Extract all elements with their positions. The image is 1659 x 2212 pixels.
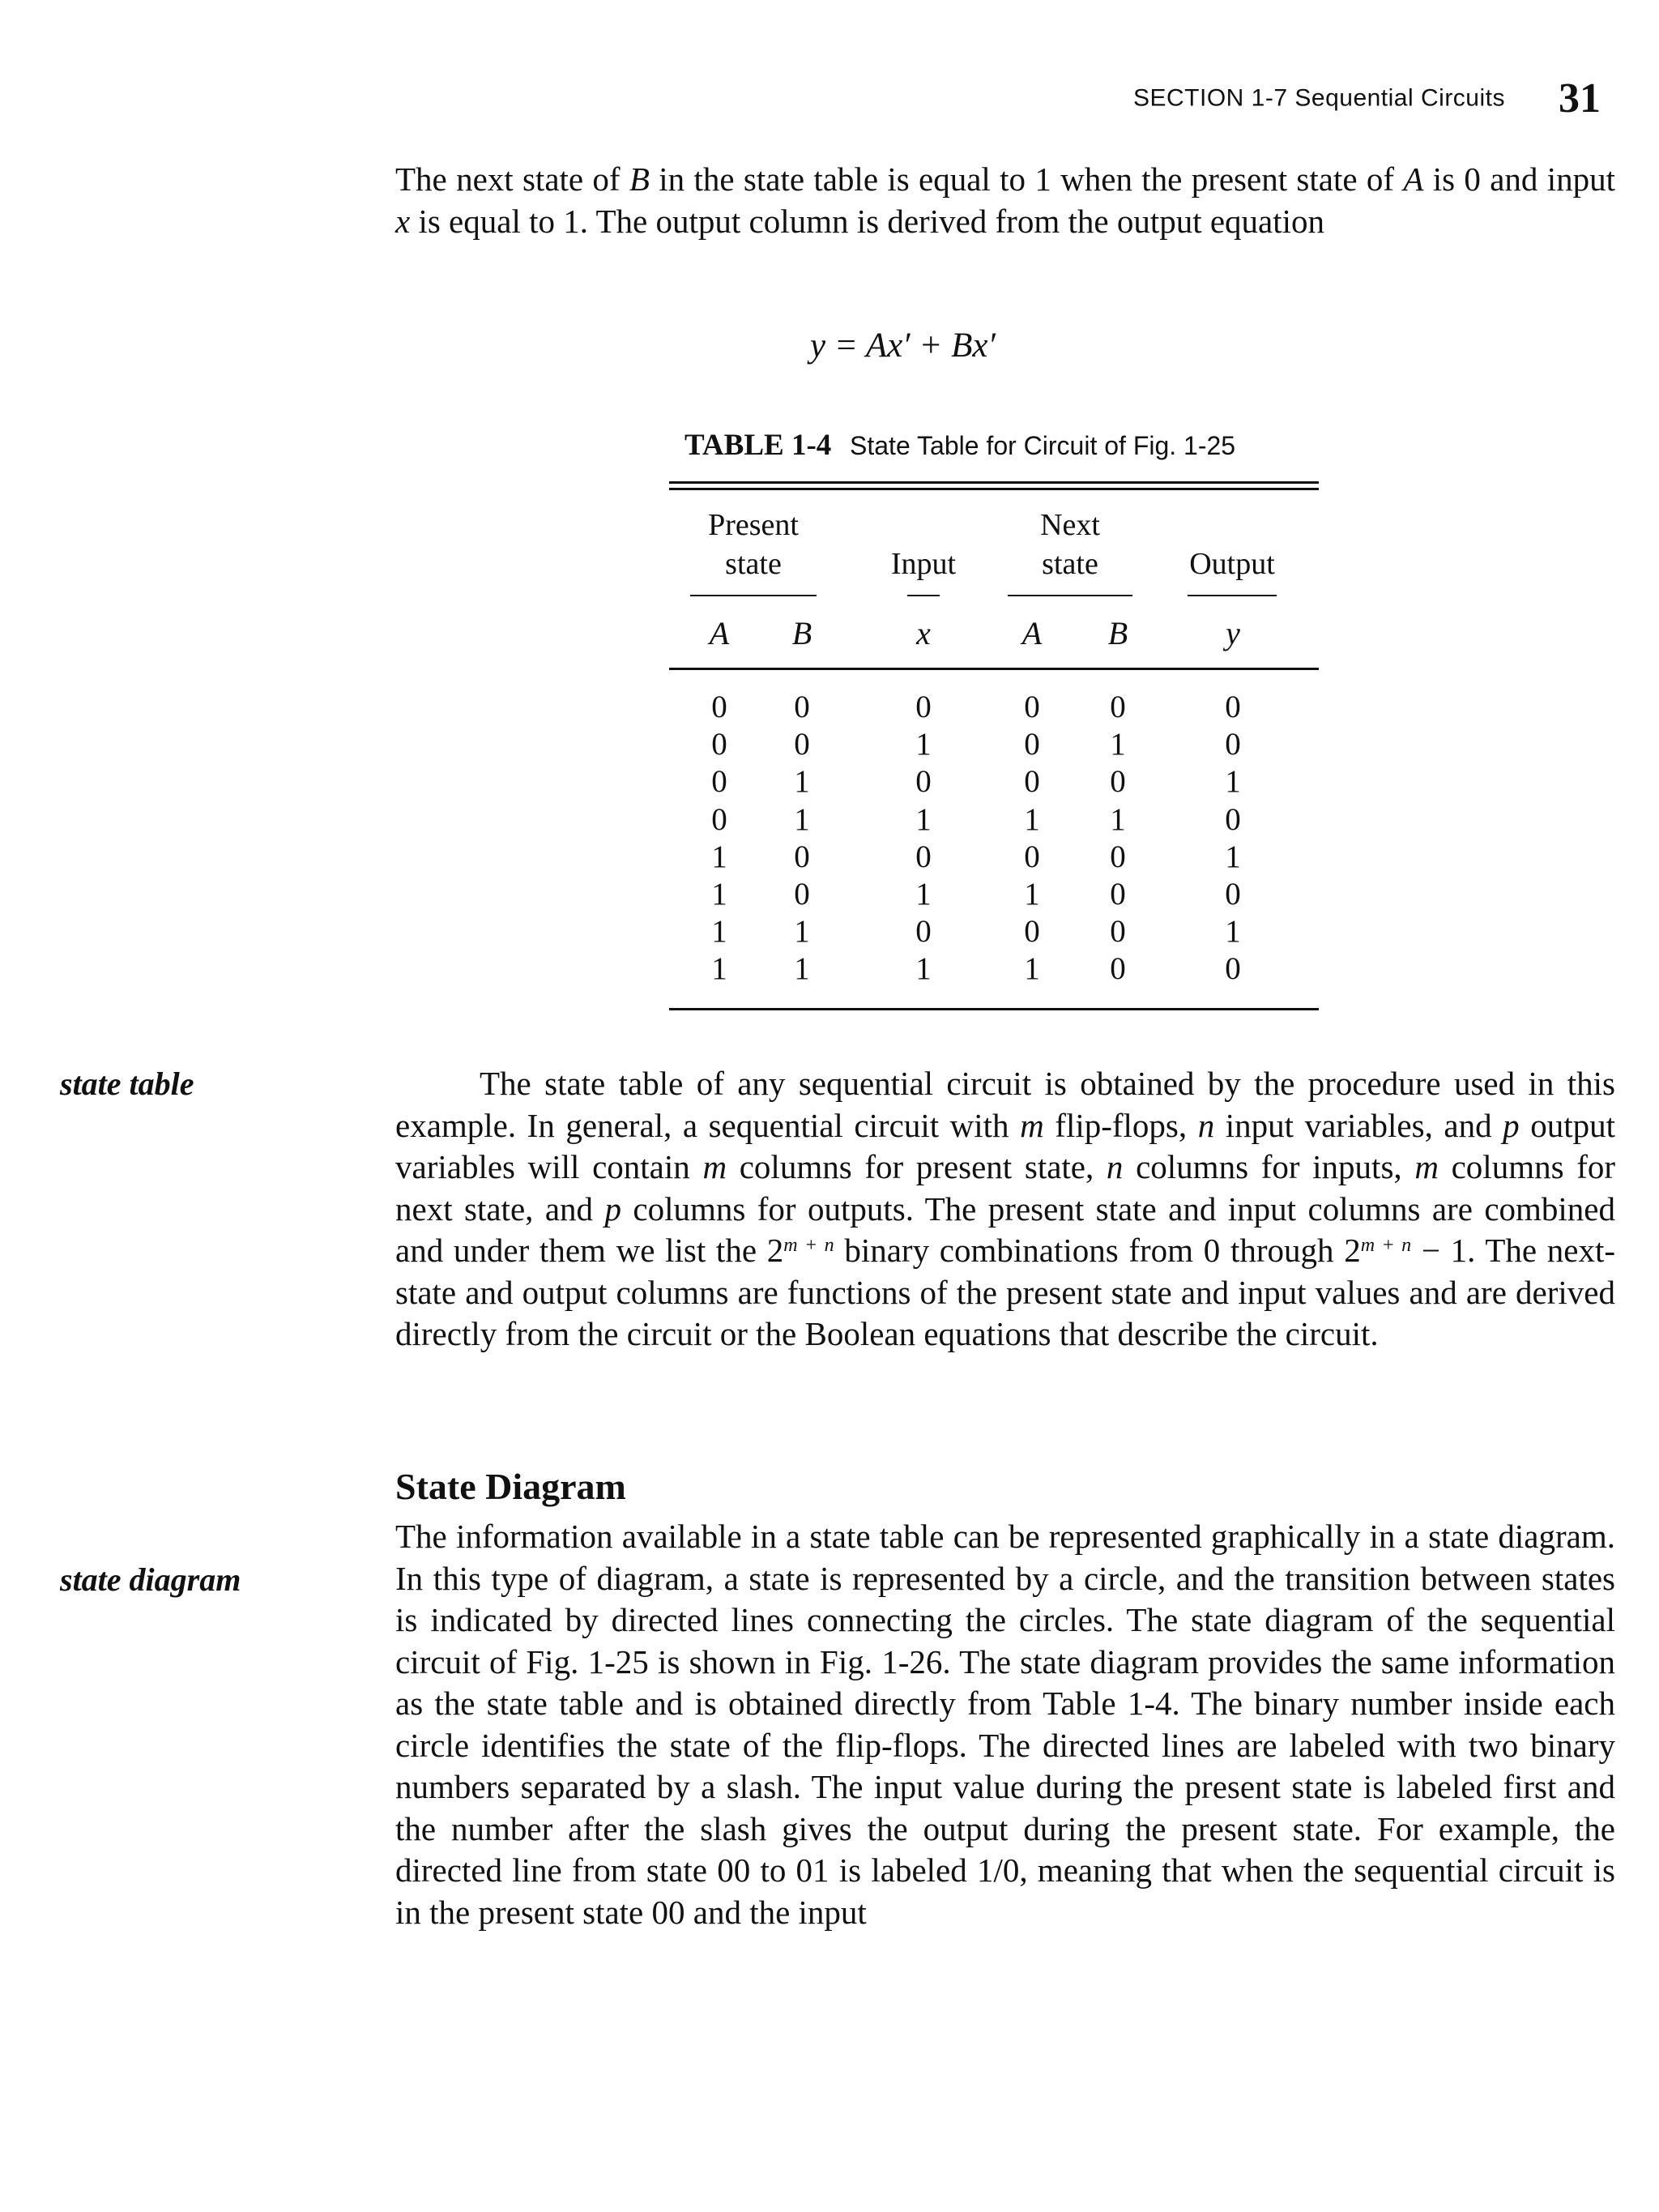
table-cell: 1 <box>1024 801 1040 837</box>
table-cell: 1 <box>1110 801 1126 837</box>
table-label: TABLE 1-4 <box>684 429 832 462</box>
table-cell: 0 <box>1110 951 1126 987</box>
table-cell: 1 <box>915 877 932 912</box>
header-underline-next <box>1008 595 1132 596</box>
table-cell: 0 <box>1110 914 1126 950</box>
state-diagram-paragraph: The information available in a state table can be represented graphically in a state diagram. In this type of diagram, a state is represented by a circle, and the transition between states is indicated by directed lines connecting the circles. The state diagram of the sequential circuit of Fig. 1-25 is shown in Fig. 1-26. The state diagram provides the same information as the state table and is obtained directly from Table 1-4. The binary number inside each circle identifies the state of the flip-flops. The directed lines are labeled with two binary numbers separated by a slash. The input value during the present state is labeled first and the number after the slash gives the output during the present state. For example, the directed line from state 00 to 01 is labeled 1/0, meaning that when the sequential circuit is in the present state 00 and the input <box>395 1518 1615 1931</box>
table-top-rule-2 <box>669 488 1319 490</box>
table-cell: 0 <box>1024 727 1040 762</box>
table-cell: 0 <box>1225 727 1241 762</box>
header-rule <box>669 668 1319 670</box>
section-heading-state-diagram: State Diagram <box>395 1466 626 1507</box>
table-cell: 0 <box>1110 877 1126 912</box>
output-equation: y = Ax′ + Bx′ <box>810 327 996 365</box>
column-header: B <box>791 615 812 651</box>
table-cell: 1 <box>794 764 810 800</box>
table-cell: 0 <box>915 914 932 950</box>
table-cell: 1 <box>794 801 810 837</box>
header-next-state: Next state <box>1040 508 1100 581</box>
table-cell: 1 <box>711 951 727 987</box>
table-cell: 0 <box>794 839 810 874</box>
header-present-state: Present state <box>708 508 799 581</box>
table-cell: 1 <box>915 951 932 987</box>
table-cell: 1 <box>915 801 932 837</box>
intro-paragraph: The next state of B in the state table is equal to 1 when the present state of A is 0 and input x is equal to 1. The output column is derived from the output equation <box>395 160 1615 240</box>
table-title: State Table for Circuit of Fig. 1-25 <box>850 431 1236 460</box>
table-cell: 0 <box>711 690 727 724</box>
table-cell: 0 <box>711 727 727 762</box>
table-cell: 0 <box>915 839 932 874</box>
table-cell: 0 <box>1024 764 1040 800</box>
table-cell: 1 <box>1024 877 1040 912</box>
table-cell: 0 <box>1024 914 1040 950</box>
table-cell: 0 <box>1110 839 1126 874</box>
table-cell: 1 <box>711 914 727 950</box>
header-underline-input <box>907 595 940 596</box>
table-cell: 0 <box>915 764 932 800</box>
table-cell: 0 <box>1024 690 1040 724</box>
table-cell: 0 <box>1225 877 1241 912</box>
header-input: Input <box>890 547 957 581</box>
column-header: A <box>709 615 730 651</box>
section-title: SECTION 1-7 Sequential Circuits <box>1133 84 1505 112</box>
table-cell: 1 <box>1225 839 1241 874</box>
table-bottom-rule <box>669 1008 1319 1010</box>
state-table <box>669 481 1319 1016</box>
margin-note-state-table: state table <box>60 1065 194 1102</box>
table-caption <box>684 428 1235 463</box>
table-cell: 0 <box>1225 951 1241 987</box>
table-cell: 1 <box>711 877 727 912</box>
table-cell: 0 <box>1024 839 1040 874</box>
table-cell: 0 <box>1225 690 1241 724</box>
table-cell: 0 <box>1110 764 1126 800</box>
table-cell: 0 <box>915 690 932 724</box>
table-cell: 0 <box>794 690 810 724</box>
table-cell: 1 <box>1225 764 1241 800</box>
table-cell: 0 <box>711 801 727 837</box>
table-cell: 0 <box>794 727 810 762</box>
table-cell: 1 <box>794 951 810 987</box>
header-underline-present <box>690 595 817 596</box>
margin-note-state-diagram: state diagram <box>60 1561 241 1598</box>
column-header: A <box>1021 615 1043 651</box>
table-cell: 1 <box>711 839 727 874</box>
table-cell: 1 <box>1024 951 1040 987</box>
column-header: B <box>1107 615 1128 651</box>
running-head <box>953 75 1601 122</box>
table-cell: 0 <box>1110 690 1126 724</box>
page-number: 31 <box>1559 75 1601 122</box>
column-header: y <box>1226 615 1240 651</box>
column-header: x <box>916 615 931 651</box>
table-cell: 1 <box>794 914 810 950</box>
table-cell: 0 <box>711 764 727 800</box>
table-cell: 0 <box>1225 801 1241 837</box>
header-underline-output <box>1188 595 1277 596</box>
state-table-paragraph: The state table of any sequential circuit is obtained by the procedure used in this example. In general, a sequential circuit with m flip-flops, n input variables, and p output variables will contain m columns for present state, n columns for inputs, m columns for next state, and p columns for outputs. The present state and input columns are combined and under them we list the $2^{m + n}$ binary combinations from 0 through $2^{m + n} - 1$. The next-state and output columns are functions of the present state and input values and are derived directly from the circuit or the Boolean equations that describe the circuit. <box>395 1065 1616 1352</box>
table-top-rule <box>669 481 1319 484</box>
table-cell: 0 <box>794 877 810 912</box>
table-cell: 1 <box>1225 914 1241 950</box>
table-cell: 1 <box>1110 727 1126 762</box>
header-output: Output <box>1189 547 1275 581</box>
table-cell: 1 <box>915 727 932 762</box>
